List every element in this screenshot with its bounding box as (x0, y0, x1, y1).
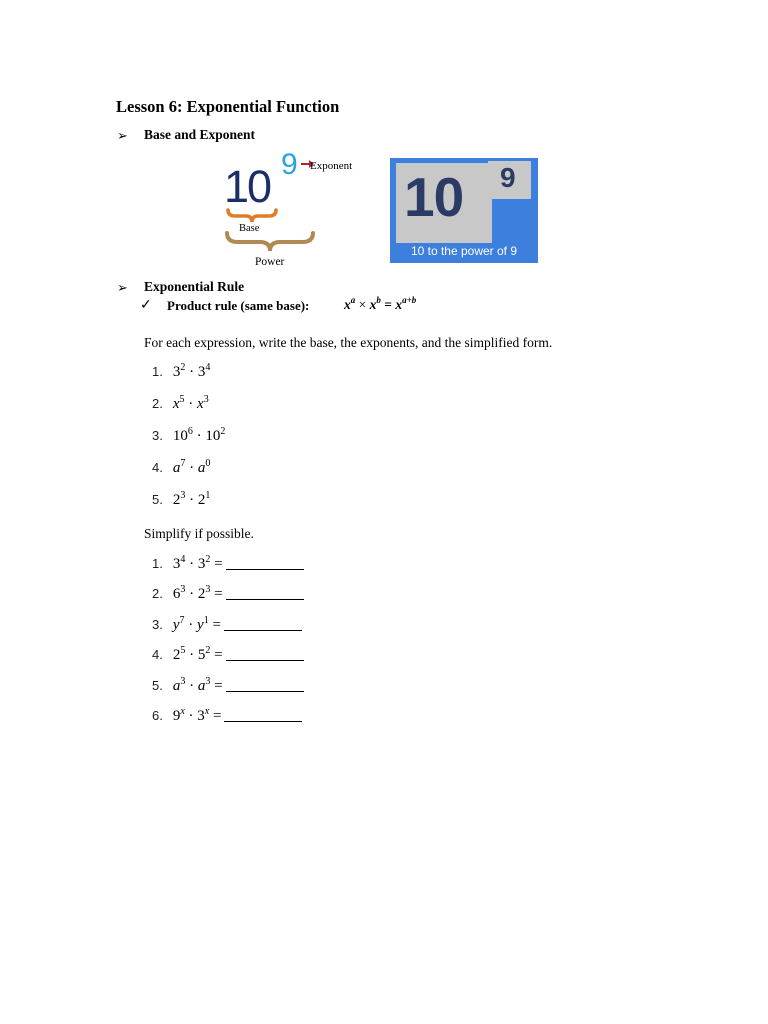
answer-blank[interactable] (224, 617, 302, 631)
image-base-number: 10 (404, 166, 464, 228)
product-rule-label: Product rule (same base): (167, 298, 310, 313)
diagram-exponent-number: 9 (281, 148, 298, 181)
expression: $2^5 \cdot 5^2$ = (173, 647, 304, 663)
bullet-icon: ➢ (117, 280, 128, 295)
product-rule-formula: $x^a \times x^b = x^{a+b}$ (344, 295, 417, 312)
brace-base-icon (226, 208, 278, 224)
list-item (152, 491, 210, 509)
expression: $y^7 \cdot y^1$ = (173, 617, 302, 633)
list-item (152, 395, 209, 413)
item-number: 5. (152, 678, 163, 693)
image-caption: 10 to the power of 9 (410, 244, 518, 258)
image-exponent-number: 9 (500, 162, 516, 193)
expression: $a^7 \cdot a^0$ (172, 458, 211, 476)
item-number: 2. (152, 396, 163, 411)
instruction-simplify: Simplify if possible. (144, 526, 254, 541)
expression: $3^4 \cdot 3^2$ = (173, 556, 304, 572)
list-item (152, 677, 304, 695)
list-item (152, 707, 302, 725)
base-label: Base (239, 223, 260, 234)
item-number: 1. (152, 364, 163, 379)
list-item (152, 459, 210, 477)
instruction-identify: For each expression, write the base, the exponents, and the simplified form. (144, 335, 553, 350)
item-number: 2. (152, 586, 163, 601)
diagram-base-number: 10 (224, 161, 271, 212)
answer-blank[interactable] (226, 556, 304, 570)
expression: $6^3 \cdot 2^3$ = (173, 586, 304, 602)
answer-blank[interactable] (224, 708, 302, 722)
brace-power-icon (224, 230, 316, 254)
power-label: Power (255, 256, 285, 268)
base-exponent-diagram (218, 148, 368, 272)
list-item (152, 363, 210, 381)
item-number: 5. (152, 492, 163, 507)
list-item (152, 555, 304, 573)
list-item (152, 585, 304, 603)
expression: $10^6 \cdot 10^2$ (172, 426, 226, 444)
exponent-label: Exponent (310, 160, 353, 172)
answer-blank[interactable] (226, 647, 304, 661)
item-number: 3. (152, 617, 163, 632)
list-item (152, 616, 302, 634)
power-of-nine-image (390, 158, 538, 263)
expression: $a^3 \cdot a^3$ = (173, 678, 304, 694)
item-number: 4. (152, 647, 163, 662)
section-heading-exponential-rule: Exponential Rule (144, 279, 245, 294)
list-item (152, 646, 304, 664)
list-item (152, 427, 225, 445)
expression: $x^5 \cdot x^3$ (172, 394, 209, 412)
answer-blank[interactable] (226, 678, 304, 692)
page-title: Lesson 6: Exponential Function (116, 97, 340, 116)
item-number: 6. (152, 708, 163, 723)
checkmark-icon: ✓ (140, 298, 152, 313)
item-number: 4. (152, 460, 163, 475)
expression: $3^2 \cdot 3^4$ (172, 362, 211, 380)
expression: $2^3 \cdot 2^1$ (172, 490, 211, 508)
arrow-right-icon (301, 163, 310, 165)
section-heading-base-exponent: Base and Exponent (144, 127, 256, 142)
bullet-icon: ➢ (117, 128, 128, 143)
item-number: 1. (152, 556, 163, 571)
answer-blank[interactable] (226, 586, 304, 600)
expression: 9$^x$ · 3$^x$ = (173, 708, 303, 724)
item-number: 3. (152, 428, 163, 443)
